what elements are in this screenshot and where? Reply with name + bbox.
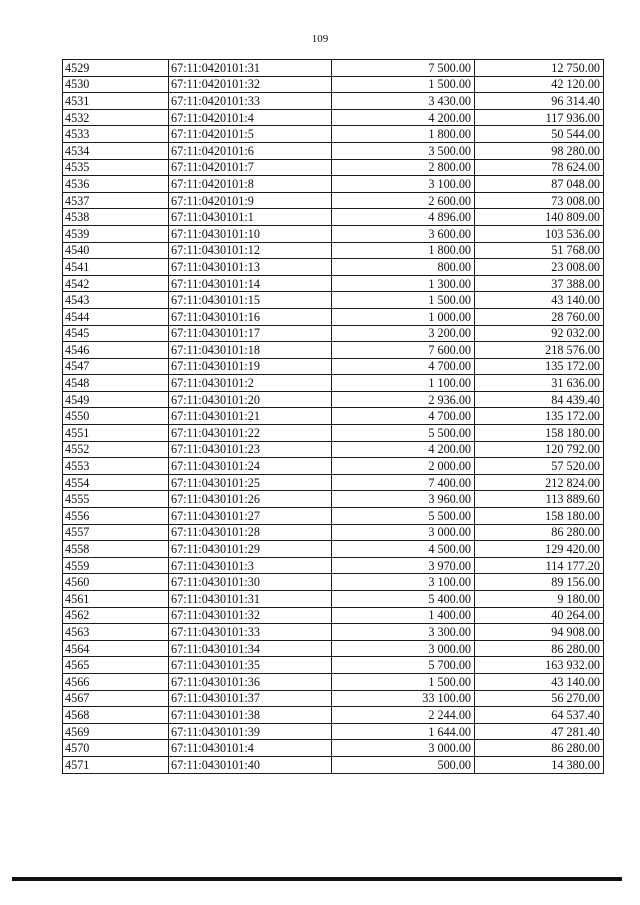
table-row	[63, 292, 604, 309]
value-cell: 135 172.00	[475, 358, 604, 375]
cadastral-number-cell: 67:11:0420101:32	[169, 76, 332, 93]
cadastral-number-cell: 67:11:0430101:4	[169, 740, 332, 757]
row-number-cell: 4570	[63, 740, 169, 757]
table-row	[63, 275, 604, 292]
table-row	[63, 308, 604, 325]
row-number-cell: 4539	[63, 225, 169, 242]
row-number-cell: 4552	[63, 441, 169, 458]
area-cell: 1 500.00	[332, 673, 475, 690]
cadastral-number-cell: 67:11:0430101:28	[169, 524, 332, 541]
value-cell: 73 008.00	[475, 192, 604, 209]
cadastral-number-cell: 67:11:0430101:35	[169, 657, 332, 674]
table-row	[63, 458, 604, 475]
table-row	[63, 541, 604, 558]
area-cell: 5 500.00	[332, 425, 475, 442]
area-cell: 3 430.00	[332, 93, 475, 110]
table-row	[63, 707, 604, 724]
cadastral-number-cell: 67:11:0420101:9	[169, 192, 332, 209]
row-number-cell: 4531	[63, 93, 169, 110]
table-row	[63, 60, 604, 77]
row-number-cell: 4564	[63, 640, 169, 657]
row-number-cell: 4556	[63, 508, 169, 525]
value-cell: 140 809.00	[475, 209, 604, 226]
cadastral-number-cell: 67:11:0420101:4	[169, 109, 332, 126]
value-cell: 120 792.00	[475, 441, 604, 458]
row-number-cell: 4543	[63, 292, 169, 309]
table-row	[63, 740, 604, 757]
value-cell: 23 008.00	[475, 259, 604, 276]
row-number-cell: 4533	[63, 126, 169, 143]
cadastral-number-cell: 67:11:0420101:6	[169, 142, 332, 159]
table-row	[63, 176, 604, 193]
row-number-cell: 4551	[63, 425, 169, 442]
cadastral-number-cell: 67:11:0430101:36	[169, 673, 332, 690]
table-row	[63, 375, 604, 392]
value-cell: 113 889.60	[475, 491, 604, 508]
cadastral-number-cell: 67:11:0430101:1	[169, 209, 332, 226]
table-row	[63, 624, 604, 641]
table-row	[63, 408, 604, 425]
page-number: 109	[311, 33, 329, 45]
table-row	[63, 591, 604, 608]
cadastral-number-cell: 67:11:0420101:33	[169, 93, 332, 110]
cadastral-number-cell: 67:11:0430101:15	[169, 292, 332, 309]
area-cell: 5 700.00	[332, 657, 475, 674]
row-number-cell: 4542	[63, 275, 169, 292]
cadastral-number-cell: 67:11:0430101:10	[169, 225, 332, 242]
row-number-cell: 4530	[63, 76, 169, 93]
value-cell: 50 544.00	[475, 126, 604, 143]
table-row	[63, 574, 604, 591]
area-cell: 1 300.00	[332, 275, 475, 292]
area-cell: 3 100.00	[332, 574, 475, 591]
area-cell: 3 960.00	[332, 491, 475, 508]
area-cell: 4 700.00	[332, 358, 475, 375]
cadastral-number-cell: 67:11:0430101:25	[169, 474, 332, 491]
value-cell: 43 140.00	[475, 292, 604, 309]
area-cell: 2 936.00	[332, 391, 475, 408]
row-number-cell: 4535	[63, 159, 169, 176]
area-cell: 1 100.00	[332, 375, 475, 392]
cadastral-number-cell: 67:11:0420101:7	[169, 159, 332, 176]
cadastral-number-cell: 67:11:0430101:26	[169, 491, 332, 508]
cadastral-number-cell: 67:11:0430101:38	[169, 707, 332, 724]
table-row	[63, 109, 604, 126]
value-cell: 57 520.00	[475, 458, 604, 475]
area-cell: 4 200.00	[332, 109, 475, 126]
row-number-cell: 4559	[63, 557, 169, 574]
value-cell: 163 932.00	[475, 657, 604, 674]
cadastral-number-cell: 67:11:0430101:30	[169, 574, 332, 591]
value-cell: 96 314.40	[475, 93, 604, 110]
table-row	[63, 342, 604, 359]
value-cell: 212 824.00	[475, 474, 604, 491]
value-cell: 86 280.00	[475, 524, 604, 541]
value-cell: 28 760.00	[475, 308, 604, 325]
area-cell: 5 500.00	[332, 508, 475, 525]
row-number-cell: 4544	[63, 308, 169, 325]
value-cell: 86 280.00	[475, 640, 604, 657]
value-cell: 56 270.00	[475, 690, 604, 707]
area-cell: 1 500.00	[332, 76, 475, 93]
row-number-cell: 4529	[63, 60, 169, 77]
table-row	[63, 607, 604, 624]
value-cell: 158 180.00	[475, 508, 604, 525]
records-table-body	[63, 60, 604, 774]
row-number-cell: 4550	[63, 408, 169, 425]
table-row	[63, 358, 604, 375]
row-number-cell: 4568	[63, 707, 169, 724]
area-cell: 7 600.00	[332, 342, 475, 359]
row-number-cell: 4541	[63, 259, 169, 276]
row-number-cell: 4558	[63, 541, 169, 558]
area-cell: 4 896.00	[332, 209, 475, 226]
row-number-cell: 4565	[63, 657, 169, 674]
cadastral-number-cell: 67:11:0430101:20	[169, 391, 332, 408]
area-cell: 3 100.00	[332, 176, 475, 193]
value-cell: 103 536.00	[475, 225, 604, 242]
row-number-cell: 4534	[63, 142, 169, 159]
row-number-cell: 4546	[63, 342, 169, 359]
cadastral-number-cell: 67:11:0420101:8	[169, 176, 332, 193]
table-row	[63, 640, 604, 657]
cadastral-number-cell: 67:11:0430101:16	[169, 308, 332, 325]
value-cell: 84 439.40	[475, 391, 604, 408]
value-cell: 89 156.00	[475, 574, 604, 591]
area-cell: 1 800.00	[332, 242, 475, 259]
value-cell: 51 768.00	[475, 242, 604, 259]
value-cell: 135 172.00	[475, 408, 604, 425]
value-cell: 64 537.40	[475, 707, 604, 724]
row-number-cell: 4549	[63, 391, 169, 408]
value-cell: 158 180.00	[475, 425, 604, 442]
table-row	[63, 76, 604, 93]
table-row	[63, 690, 604, 707]
value-cell: 87 048.00	[475, 176, 604, 193]
area-cell: 1 000.00	[332, 308, 475, 325]
value-cell: 98 280.00	[475, 142, 604, 159]
area-cell: 3 970.00	[332, 557, 475, 574]
table-row	[63, 425, 604, 442]
table-row	[63, 142, 604, 159]
value-cell: 94 908.00	[475, 624, 604, 641]
cadastral-number-cell: 67:11:0430101:3	[169, 557, 332, 574]
value-cell: 117 936.00	[475, 109, 604, 126]
area-cell: 3 000.00	[332, 524, 475, 541]
table-row	[63, 723, 604, 740]
row-number-cell: 4562	[63, 607, 169, 624]
table-row	[63, 557, 604, 574]
table-row	[63, 242, 604, 259]
cadastral-number-cell: 67:11:0430101:29	[169, 541, 332, 558]
table-row	[63, 159, 604, 176]
cadastral-number-cell: 67:11:0420101:31	[169, 60, 332, 77]
area-cell: 4 200.00	[332, 441, 475, 458]
area-cell: 2 244.00	[332, 707, 475, 724]
value-cell: 14 380.00	[475, 756, 604, 773]
value-cell: 43 140.00	[475, 673, 604, 690]
value-cell: 31 636.00	[475, 375, 604, 392]
cadastral-number-cell: 67:11:0430101:22	[169, 425, 332, 442]
table-row	[63, 673, 604, 690]
cadastral-number-cell: 67:11:0430101:2	[169, 375, 332, 392]
row-number-cell: 4563	[63, 624, 169, 641]
bottom-rule	[12, 877, 622, 881]
value-cell: 9 180.00	[475, 591, 604, 608]
area-cell: 2 600.00	[332, 192, 475, 209]
table-row	[63, 391, 604, 408]
cadastral-number-cell: 67:11:0430101:13	[169, 259, 332, 276]
row-number-cell: 4532	[63, 109, 169, 126]
area-cell: 3 000.00	[332, 640, 475, 657]
row-number-cell: 4540	[63, 242, 169, 259]
cadastral-number-cell: 67:11:0430101:24	[169, 458, 332, 475]
cadastral-number-cell: 67:11:0430101:21	[169, 408, 332, 425]
table-row	[63, 508, 604, 525]
cadastral-number-cell: 67:11:0430101:19	[169, 358, 332, 375]
value-cell: 129 420.00	[475, 541, 604, 558]
row-number-cell: 4560	[63, 574, 169, 591]
row-number-cell: 4571	[63, 756, 169, 773]
value-cell: 47 281.40	[475, 723, 604, 740]
row-number-cell: 4566	[63, 673, 169, 690]
table-row	[63, 756, 604, 773]
table-row	[63, 93, 604, 110]
area-cell: 1 644.00	[332, 723, 475, 740]
table-row	[63, 657, 604, 674]
value-cell: 42 120.00	[475, 76, 604, 93]
area-cell: 1 500.00	[332, 292, 475, 309]
area-cell: 2 000.00	[332, 458, 475, 475]
table-row	[63, 524, 604, 541]
table-row	[63, 192, 604, 209]
row-number-cell: 4557	[63, 524, 169, 541]
value-cell: 114 177.20	[475, 557, 604, 574]
table-row	[63, 441, 604, 458]
cadastral-number-cell: 67:11:0430101:34	[169, 640, 332, 657]
area-cell: 3 600.00	[332, 225, 475, 242]
area-cell: 3 300.00	[332, 624, 475, 641]
value-cell: 12 750.00	[475, 60, 604, 77]
area-cell: 2 800.00	[332, 159, 475, 176]
row-number-cell: 4538	[63, 209, 169, 226]
table-row	[63, 325, 604, 342]
row-number-cell: 4547	[63, 358, 169, 375]
cadastral-number-cell: 67:11:0430101:27	[169, 508, 332, 525]
row-number-cell: 4555	[63, 491, 169, 508]
area-cell: 800.00	[332, 259, 475, 276]
value-cell: 40 264.00	[475, 607, 604, 624]
area-cell: 500.00	[332, 756, 475, 773]
table-row	[63, 259, 604, 276]
row-number-cell: 4553	[63, 458, 169, 475]
area-cell: 1 800.00	[332, 126, 475, 143]
value-cell: 218 576.00	[475, 342, 604, 359]
area-cell: 4 500.00	[332, 541, 475, 558]
records-table	[62, 59, 604, 774]
area-cell: 4 700.00	[332, 408, 475, 425]
table-row	[63, 474, 604, 491]
area-cell: 7 400.00	[332, 474, 475, 491]
area-cell: 33 100.00	[332, 690, 475, 707]
cadastral-number-cell: 67:11:0420101:5	[169, 126, 332, 143]
area-cell: 3 000.00	[332, 740, 475, 757]
cadastral-number-cell: 67:11:0430101:17	[169, 325, 332, 342]
row-number-cell: 4567	[63, 690, 169, 707]
value-cell: 78 624.00	[475, 159, 604, 176]
row-number-cell: 4548	[63, 375, 169, 392]
cadastral-number-cell: 67:11:0430101:14	[169, 275, 332, 292]
cadastral-number-cell: 67:11:0430101:39	[169, 723, 332, 740]
table-row	[63, 209, 604, 226]
value-cell: 92 032.00	[475, 325, 604, 342]
cadastral-number-cell: 67:11:0430101:37	[169, 690, 332, 707]
row-number-cell: 4537	[63, 192, 169, 209]
cadastral-number-cell: 67:11:0430101:12	[169, 242, 332, 259]
table-row	[63, 491, 604, 508]
row-number-cell: 4554	[63, 474, 169, 491]
cadastral-number-cell: 67:11:0430101:31	[169, 591, 332, 608]
cadastral-number-cell: 67:11:0430101:23	[169, 441, 332, 458]
cadastral-number-cell: 67:11:0430101:33	[169, 624, 332, 641]
table-row	[63, 126, 604, 143]
value-cell: 86 280.00	[475, 740, 604, 757]
row-number-cell: 4569	[63, 723, 169, 740]
cadastral-number-cell: 67:11:0430101:18	[169, 342, 332, 359]
cadastral-number-cell: 67:11:0430101:40	[169, 756, 332, 773]
area-cell: 5 400.00	[332, 591, 475, 608]
area-cell: 7 500.00	[332, 60, 475, 77]
table-row	[63, 225, 604, 242]
cadastral-number-cell: 67:11:0430101:32	[169, 607, 332, 624]
row-number-cell: 4545	[63, 325, 169, 342]
row-number-cell: 4536	[63, 176, 169, 193]
area-cell: 3 200.00	[332, 325, 475, 342]
area-cell: 3 500.00	[332, 142, 475, 159]
area-cell: 1 400.00	[332, 607, 475, 624]
row-number-cell: 4561	[63, 591, 169, 608]
value-cell: 37 388.00	[475, 275, 604, 292]
